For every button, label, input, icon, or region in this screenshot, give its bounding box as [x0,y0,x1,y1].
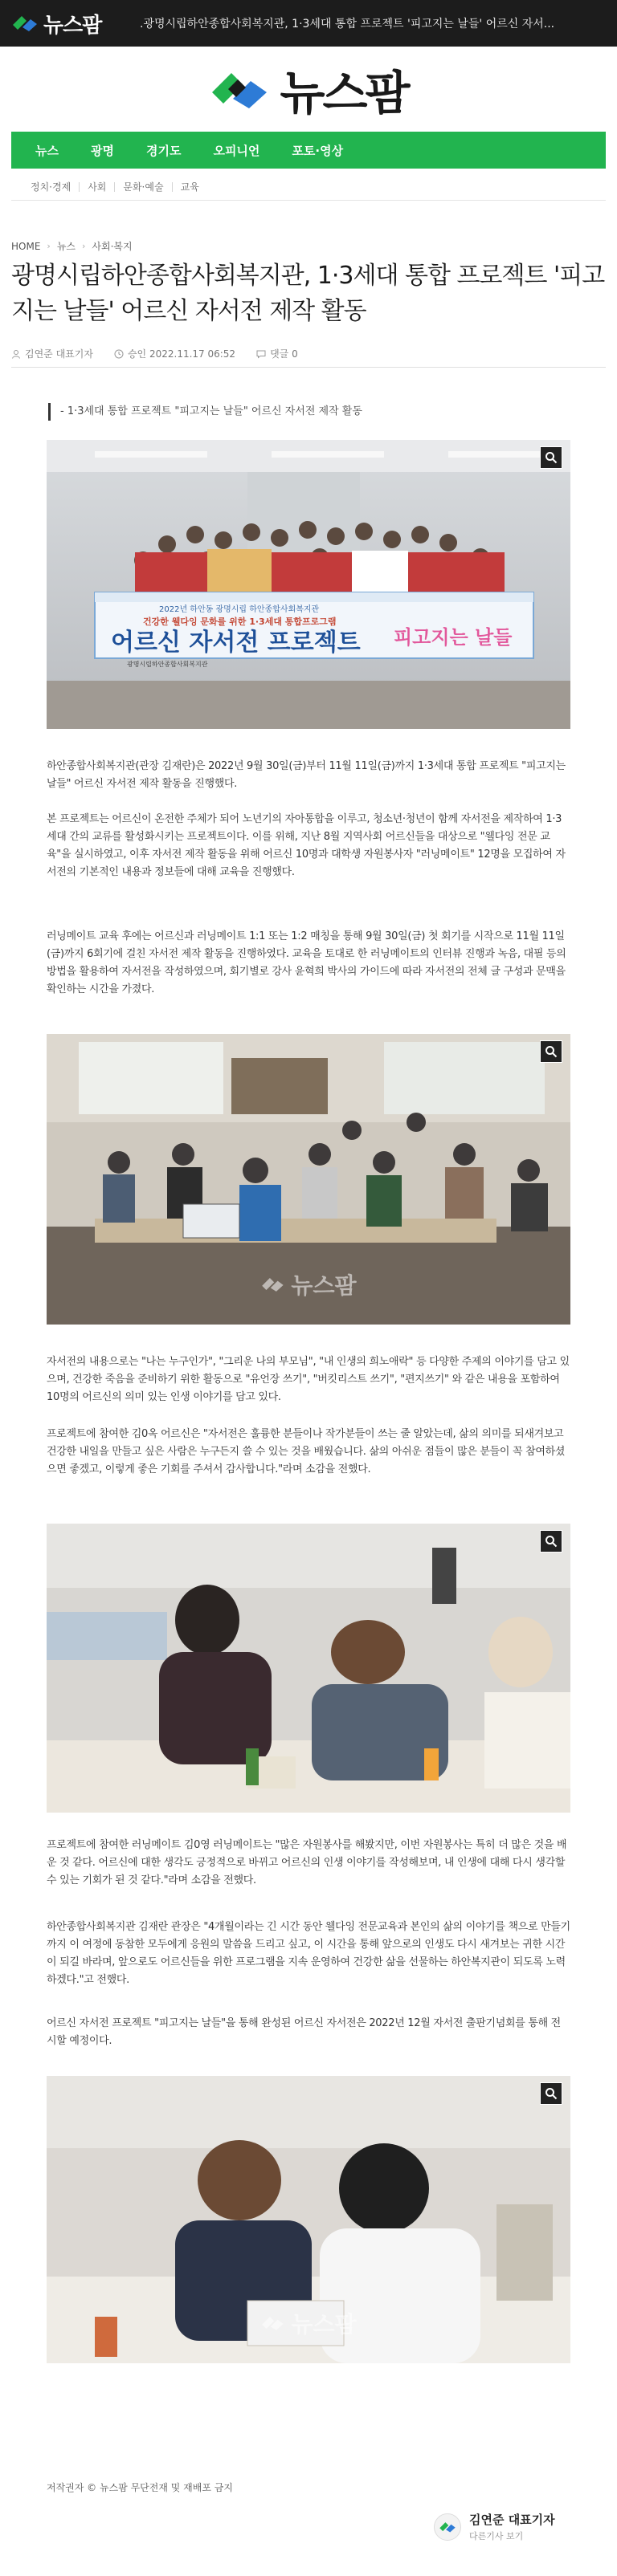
nav-item-opinion[interactable]: 오피니언 [213,143,260,158]
clock-icon [114,349,124,359]
article-paragraph-5: 프로젝트에 참여한 김0옥 어르신은 "자서전은 훌륭한 분들이나 작가분들이 쓰는 줄 알았는데, 삶의 의미를 되새겨보고 건강한 내일을 만들고 싶은 사람은 누구든지 쓸 수 있는 것을 배웠습니다. 삶의 아쉬운 점들이 많은 분들이 꼭 참여하셨으면 좋겠고, 이렇게 좋은 기회를 주셔서 감사합니다."라며 소감을 전했다. [47,1428,566,1475]
zoom-icon[interactable] [540,1040,562,1063]
top-bar [0,0,617,47]
banner-text-sub: 피고지는 날들 [394,626,513,649]
article-paragraph-3: 러닝메이트 교육 후에는 어르신과 러닝메이트 1:1 또는 1:2 매칭을 통해 9월 30일(금) 첫 회기를 시작으로 11월 11일(금)까지 6회기에 걸친 자서전 제작 활동을 진행하였다. 교육을 토대로 한 러닝메이트의 인터뷰 진행과 녹음, 대필 등의 방법을 활용하여 자서전을 작성하였으며, 회기별로 강사 윤혁희 박사의 가이드에 따라 자서전의 전체 글 구성과 문맥을 확인하는 시간을 가졌다. [47,930,566,995]
logo-mark-icon [260,2314,284,2332]
logo-mark-icon [11,14,39,33]
article-summary: - 1·3세대 통합 프로젝트 "피고지는 날들" 어르신 자서전 제작 활동 [48,403,362,421]
zoom-icon[interactable] [540,446,562,469]
breadcrumb-home[interactable]: HOME [11,240,41,252]
photo-watermark [260,2307,356,2339]
photo-watermark-text: 뉴스팜 [291,2311,357,2338]
mentoring-photo-image [47,1524,570,1813]
main-logo-text: 뉴스팜 [280,66,408,120]
main-nav [11,132,606,169]
main-logo[interactable] [0,47,617,132]
nav-item-gyeonggi[interactable]: 경기도 [145,143,182,158]
article-paragraph-6: 프로젝트에 참여한 러닝메이트 김0영 러닝메이트는 "많은 자원봉사를 해봤지만, 이번 자원봉사는 특히 더 많은 것을 배운 것 같다. 어르신에 대한 생각도 긍정적으로 바뀌고 어르신의 인생 이야기를 작성해보며, 내 인생에 대해 다시 생각할 수 있는 기회가 된 것 같다."라며 소감을 전했다. [47,1839,567,1886]
article-photo-3[interactable] [47,1524,570,1813]
photo-watermark-text: 뉴스팜 [291,1272,357,1299]
breadcrumb-society-welfare[interactable]: 사회·복지 [92,241,133,252]
banner-text-main: 어르신 자서전 프로젝트 [111,629,361,657]
group-photo-image [47,440,570,729]
nav-item-news[interactable]: 뉴스 [35,143,59,158]
banner-text-foot: 광명시립하안종합사회복지관 [127,661,208,668]
chevron-right-icon: › [82,241,86,251]
article-title: 광명시립하안종합사회복지관, 1·3세대 통합 프로젝트 '피고지는 날들' 어르신 자서전 제작 활동 [11,262,605,325]
subnav-item-culture[interactable]: 문화·예술 [115,182,172,192]
subnav-item-politics-economy[interactable]: 정치·경제 [22,182,80,192]
article-photo-2[interactable] [47,1034,570,1325]
breadcrumb-news[interactable]: 뉴스 [56,241,76,252]
nav-item-gwangmyeong[interactable]: 광명 [90,143,114,158]
meta-approved-date: 승인 2022.11.17 06:52 [127,348,236,360]
headline-ticker[interactable]: .광명시립하안종합사회복지관, 1·3세대 통합 프로젝트 '피고지는 날들' 어르신 자서... [140,18,555,31]
author-avatar [434,2513,461,2541]
zoom-icon[interactable] [540,2082,562,2105]
article-paragraph-2: 본 프로젝트는 어르신이 온전한 주체가 되어 노년기의 자아통합을 이루고, 청소년·청년이 함께 자서전을 제작하여 1·3세대 간의 교류를 활성화시키는 프로젝트이다. 이를 위해, 지난 8월 지역사회 어르신들을 대상으로 "웰다잉 전문 교육"을 실시하였고, 이후 자서전 제작 활동을 위해 어르신 10명과 대학생 자원봉사자 "러닝메이트" 12명을 모집하여 자서전의 기본적인 내용과 정보들에 대해 교육을 진행했다. [47,813,566,878]
meta-approved [114,347,235,360]
article-paragraph-4: 자서전의 내용으로는 "나는 누구인가", "그리운 나의 부모님", "내 인생의 희노애락" 등 다양한 주제의 이야기를 담고 있으며, 건강한 죽음을 준비하기 위한 활동으로 "유언장 쓰기", "버킷리스트 쓰기", "편지쓰기" 와 같은 내용을 포함하여 10명의 어르신의 의미 있는 인생 이야기를 담고 있다. [47,1356,570,1403]
logo-mark-icon [439,2521,456,2533]
article-paragraph-8: 어르신 자서전 프로젝트 "피고지는 날들"을 통해 완성된 어르신 자서전은 2022년 12월 자서전 출판기념회를 통해 전시할 예정이다. [47,2017,561,2047]
header-logo-text: 뉴스팜 [43,13,102,38]
comment-icon [256,349,266,359]
article-meta [11,340,606,368]
article-paragraph-1: 하안종합사회복지관(관장 김재란)은 2022년 9월 30일(금)부터 11월 11일(금)까지 1·3세대 통합 프로젝트 "피고지는 날들" 어르신 자서전 제작 활동을 진행했다. [47,760,566,790]
meta-comments-count: 댓글 0 [270,348,298,360]
zoom-icon[interactable] [540,1530,562,1553]
article-photo-4[interactable] [47,2076,570,2363]
subnav-item-society[interactable]: 사회 [80,182,115,192]
banner-text-line1: 2022년 하안동 광명시립 하안종합사회복지관 [159,605,320,614]
meta-comments[interactable] [256,347,298,360]
user-icon [11,349,21,359]
logo-mark-icon [209,67,270,112]
header-logo[interactable] [11,9,132,39]
banner-text-line2: 건강한 웰다잉 문화를 위한 1·3세대 통합프로그램 [143,617,337,627]
author-box[interactable] [434,2511,555,2542]
subnav-item-education[interactable]: 교육 [180,181,199,193]
article-photo-1[interactable] [47,440,570,729]
sub-nav [11,173,606,201]
copyright-notice: 저작권자 © 뉴스팜 무단전재 및 재배포 금지 [47,2482,233,2493]
nav-item-photo-video[interactable]: 포토·영상 [292,143,344,158]
breadcrumb [11,239,133,253]
article-paragraph-7: 하안종합사회복지관 김재란 관장은 "4개월이라는 긴 시간 동안 웰다잉 전문교육과 본인의 삶의 이야기를 책으로 만들기까지 이 여정에 동참한 모두에게 응원의 말씀을 드리고 싶고, 이 시간을 통해 앞으로의 인생도 다시 새겨보는 귀한 시간이 되길 바라며, 앞으로도 어르신들을 위한 프로그램을 지속 운영하여 건강한 삶을 선물하는 하안복지관이 되도록 노력하겠다."고 전했다. [47,1921,570,1986]
author-more-articles-link[interactable]: 다른기사 보기 [469,2531,524,2541]
author-box-name: 김연준 대표기자 [469,2513,555,2527]
logo-mark-icon [260,1276,284,1293]
meta-author[interactable] [11,347,93,360]
chevron-right-icon: › [47,241,51,251]
photo-watermark [260,1268,356,1300]
meta-author-name: 김연준 대표기자 [25,348,93,360]
